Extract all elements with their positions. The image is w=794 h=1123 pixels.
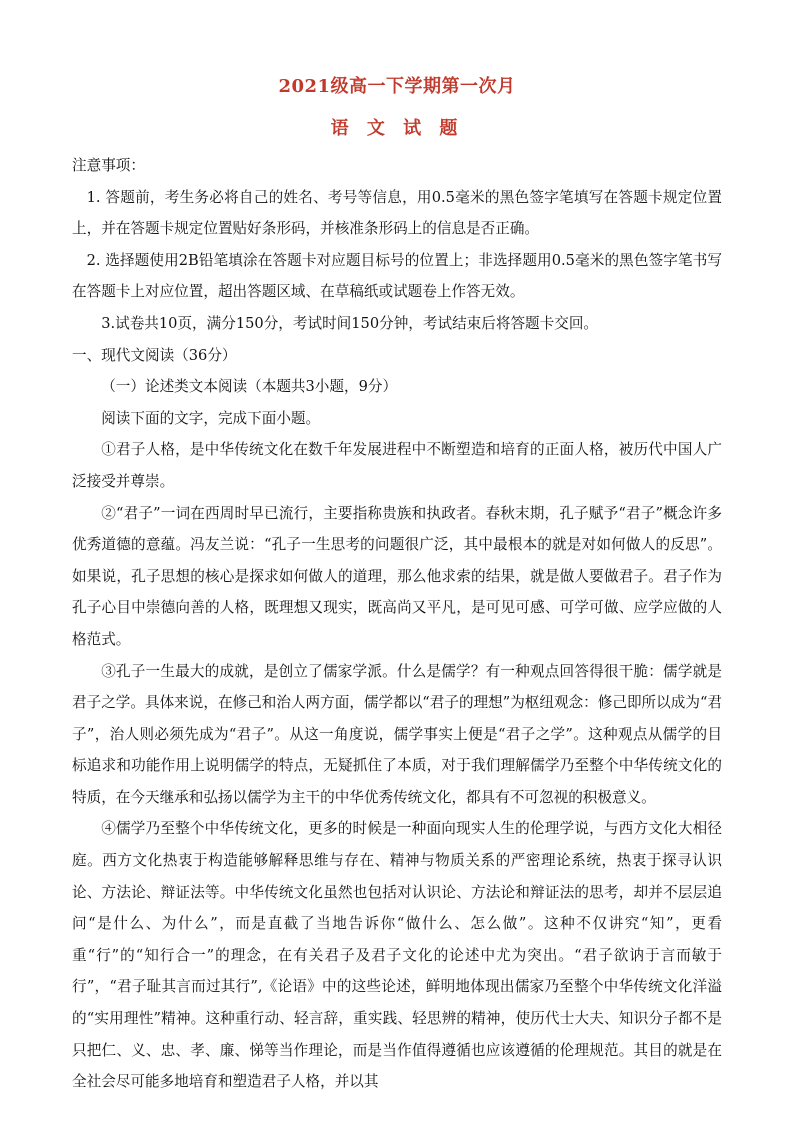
exam-title-subject: 语 文 试 题 bbox=[330, 118, 464, 139]
notice-item-3: 3.试卷共10页，满分150分，考试时间150分钟，考试结束后将答题卡交回。 bbox=[101, 314, 599, 332]
passage-paragraph-3: ③孔子一生最大的成就，是创立了儒家学派。什么是儒学？有一种观点回答得很干脆：儒学就是君子之学。具体来说，在修己和治人两方面，儒学都以“君子的理想”为枢纽观念：修己即所以成为“君子”，治人则必须先成为“君子”。从这一角度说，儒学事实上便是“君子之学”。这种观点从儒学的目标追求和功能作用上说明儒学的特点，无疑抓住了本质，对于我们理解儒学乃至整个中华传统文化的特质，在今天继承和弘扬以儒学为主干的中华优秀传统文化，都具有不可忽视的积极意义。 bbox=[72, 662, 722, 806]
passage-paragraph-4: ④儒学乃至整个中华传统文化，更多的时候是一种面向现实人生的伦理学说，与西方文化大相径庭。西方文化热衷于构造能够解释思维与存在、精神与物质关系的严密理论系统，热衷于探寻认识论、方法论、辩证法等。中华传统文化虽然也包括对认识论、方法论和辩证法的思考，却并不层层追问“是什么、为什么”，而是直截了当地告诉你“做什么、怎么做”。这种不仅讲究“知”，更看重“行”的“知行合一”的理念，在有关君子及君子文化的论述中尤为突出。“君子欲讷于言而敏于行”，“君子耻其言而过其行”,《论语》中的这些论述，鲜明地体现出儒家乃至整个中华传统文化洋溢的“实用理性”精神。这种重行动、轻言辞，重实践、轻思辨的精神，使历代士大夫、知识分子都不是只把仁、义、忠、孝、廉、悌等当作理论，而是当作值得遵循也应该遵循的伦理规范。其目的就是在全社会尽可能多地培育和塑造君子人格，并以其 bbox=[72, 820, 722, 1091]
section-heading: 一、现代文阅读（36分） bbox=[72, 346, 237, 364]
exam-body bbox=[72, 150, 722, 1098]
notice-label: 注意事项： bbox=[72, 157, 145, 174]
notice-item-1: 1. 答题前，考生务必将自己的姓名、考号等信息，用0.5毫米的黑色签字笔填写在答题卡规定位置上，并在答题卡规定位置贴好条形码，并核准条形码上的信息是否正确。 bbox=[72, 188, 722, 238]
passage-paragraph-1: ①君子人格，是中华传统文化在数千年发展进程中不断塑造和培育的正面人格，被历代中国人广泛接受并尊崇。 bbox=[72, 441, 722, 490]
subsection-heading: （一）论述类文本阅读（本题共3小题，9分） bbox=[101, 378, 398, 396]
notice-item-2: 2. 选择题使用2B铅笔填涂在答题卡对应题目标号的位置上；非选择题用0.5毫米的黑色签字笔书写在答题卡上对应位置，超出答题区域、在草稿纸或试题卷上作答无效。 bbox=[72, 251, 722, 301]
passage-paragraph-2: ②“君子”一词在西周时早已流行，主要指称贵族和执政者。春秋末期，孔子赋予“君子”概念许多优秀道德的意蕴。冯友兰说：“孔子一生思考的问题很广泛，其中最根本的就是对如何做人的反思”。如果说，孔子思想的核心是探求如何做人的道理，那么他求索的结果，就是做人要做君子。君子作为孔子心目中崇德向善的人格，既理想又现实，既高尚又平凡，是可见可感、可学可做、应学应做的人格范式。 bbox=[72, 504, 722, 648]
exam-title-line1: 2021级高一下学期第一次月 bbox=[278, 76, 516, 97]
reading-instruction: 阅读下面的文字，完成下面小题。 bbox=[101, 409, 321, 427]
